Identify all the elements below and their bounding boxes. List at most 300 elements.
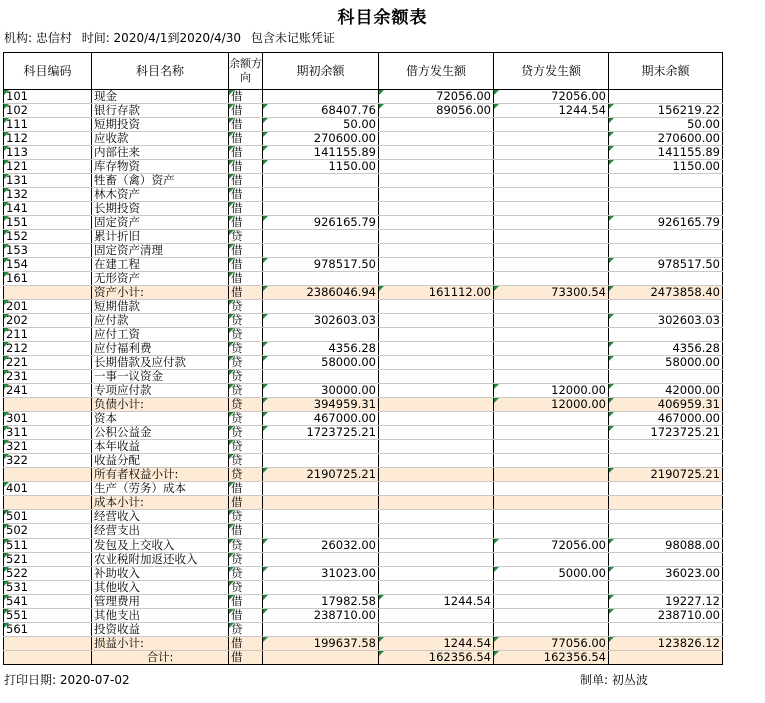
cell-debit — [379, 160, 494, 174]
cell-name: 收益分配 — [92, 454, 229, 468]
cell-closing: 1150.00 — [609, 160, 723, 174]
cell-code: 154 — [4, 258, 92, 272]
cell-direction: 借 — [229, 482, 263, 496]
cell-direction: 借 — [229, 272, 263, 286]
table-row — [4, 482, 723, 496]
cell-name: 长期借款及应付款 — [92, 356, 229, 370]
cell-debit — [379, 398, 494, 412]
cell-opening: 1723725.21 — [263, 426, 379, 440]
cell-credit — [494, 496, 609, 510]
cell-code: 102 — [4, 104, 92, 118]
subtotal-row — [4, 496, 723, 510]
cell-credit — [494, 328, 609, 342]
cell-code: 101 — [4, 90, 92, 104]
cell-opening — [263, 454, 379, 468]
cell-direction: 贷 — [229, 328, 263, 342]
cell-direction: 借 — [229, 174, 263, 188]
cell-code: 121 — [4, 160, 92, 174]
cell-debit — [379, 510, 494, 524]
cell-closing: 270600.00 — [609, 132, 723, 146]
cell-debit — [379, 524, 494, 538]
cell-code: 111 — [4, 118, 92, 132]
cell-debit — [379, 244, 494, 258]
cell-code: 511 — [4, 538, 92, 552]
cell-direction: 贷 — [229, 510, 263, 524]
cell-credit — [494, 342, 609, 356]
cell-closing — [609, 580, 723, 594]
table-row — [4, 566, 723, 580]
cell-debit — [379, 440, 494, 454]
cell-opening: 50.00 — [263, 118, 379, 132]
cell-credit: 73300.54 — [494, 286, 609, 300]
cell-credit: 5000.00 — [494, 566, 609, 580]
cell-direction: 贷 — [229, 384, 263, 398]
cell-direction: 贷 — [229, 230, 263, 244]
cell-credit — [494, 454, 609, 468]
cell-code: 531 — [4, 580, 92, 594]
cell-closing: 156219.22 — [609, 104, 723, 118]
cell-code: 153 — [4, 244, 92, 258]
cell-code: 231 — [4, 370, 92, 384]
cell-name: 应付工资 — [92, 328, 229, 342]
cell-code — [4, 650, 92, 664]
cell-credit — [494, 370, 609, 384]
cell-credit: 12000.00 — [494, 384, 609, 398]
cell-name: 其他支出 — [92, 608, 229, 622]
cell-credit — [494, 552, 609, 566]
cell-closing: 1723725.21 — [609, 426, 723, 440]
col-header-opening: 期初余额 — [263, 53, 379, 90]
cell-code: 131 — [4, 174, 92, 188]
cell-opening — [263, 650, 379, 664]
cell-debit — [379, 202, 494, 216]
cell-opening: 141155.89 — [263, 146, 379, 160]
cell-name: 一事一议资金 — [92, 370, 229, 384]
table-row — [4, 594, 723, 608]
cell-direction: 贷 — [229, 314, 263, 328]
cell-name: 牲畜（禽）资产 — [92, 174, 229, 188]
cell-opening — [263, 440, 379, 454]
table-row — [4, 118, 723, 132]
cell-closing — [609, 174, 723, 188]
cell-opening: 467000.00 — [263, 412, 379, 426]
cell-name: 补助收入 — [92, 566, 229, 580]
period-label: 时间: 2020/4/1到2020/4/30 — [81, 31, 241, 45]
table-row — [4, 300, 723, 314]
cell-code: 201 — [4, 300, 92, 314]
header-row — [4, 53, 723, 90]
cell-direction: 借 — [229, 146, 263, 160]
cell-closing — [609, 496, 723, 510]
cell-credit: 1244.54 — [494, 104, 609, 118]
cell-direction: 借 — [229, 650, 263, 664]
cell-opening — [263, 580, 379, 594]
cell-closing: 302603.03 — [609, 314, 723, 328]
cell-direction: 贷 — [229, 622, 263, 636]
cell-name: 累计折旧 — [92, 230, 229, 244]
cell-credit — [494, 608, 609, 622]
cell-direction: 借 — [229, 132, 263, 146]
subtotal-row — [4, 636, 723, 650]
cell-closing — [609, 650, 723, 664]
cell-code: 322 — [4, 454, 92, 468]
cell-opening: 2190725.21 — [263, 468, 379, 482]
cell-direction: 借 — [229, 608, 263, 622]
table-row — [4, 370, 723, 384]
cell-opening: 978517.50 — [263, 258, 379, 272]
table-row — [4, 244, 723, 258]
cell-code: 112 — [4, 132, 92, 146]
cell-closing — [609, 328, 723, 342]
cell-debit — [379, 482, 494, 496]
cell-opening — [263, 300, 379, 314]
cell-credit: 72056.00 — [494, 90, 609, 104]
cell-debit — [379, 412, 494, 426]
cell-credit — [494, 174, 609, 188]
cell-code: 501 — [4, 510, 92, 524]
cell-name: 投资收益 — [92, 622, 229, 636]
table-row — [4, 104, 723, 118]
cell-credit — [494, 118, 609, 132]
table-row — [4, 538, 723, 552]
cell-opening: 58000.00 — [263, 356, 379, 370]
cell-opening — [263, 188, 379, 202]
unposted-note: 包含未记账凭证 — [250, 31, 335, 45]
cell-debit — [379, 552, 494, 566]
cell-name: 生产（劳务）成本 — [92, 482, 229, 496]
cell-debit — [379, 146, 494, 160]
cell-name: 现金 — [92, 90, 229, 104]
cell-opening: 926165.79 — [263, 216, 379, 230]
cell-opening — [263, 510, 379, 524]
maker-label: 制单: 初丛波 — [580, 673, 648, 687]
cell-name: 银行存款 — [92, 104, 229, 118]
cell-name: 所有者权益小计: — [92, 468, 229, 482]
table-row — [4, 412, 723, 426]
cell-closing — [609, 202, 723, 216]
cell-credit: 162356.54 — [494, 650, 609, 664]
cell-opening: 30000.00 — [263, 384, 379, 398]
cell-direction: 借 — [229, 202, 263, 216]
table-row — [4, 524, 723, 538]
cell-name: 经营收入 — [92, 510, 229, 524]
cell-closing: 2473858.40 — [609, 286, 723, 300]
cell-debit — [379, 426, 494, 440]
cell-credit — [494, 160, 609, 174]
cell-direction: 借 — [229, 104, 263, 118]
cell-credit — [494, 272, 609, 286]
cell-credit — [494, 132, 609, 146]
cell-name: 无形资产 — [92, 272, 229, 286]
cell-credit — [494, 188, 609, 202]
cell-closing: 98088.00 — [609, 538, 723, 552]
cell-credit — [494, 594, 609, 608]
cell-opening: 26032.00 — [263, 538, 379, 552]
cell-direction: 贷 — [229, 566, 263, 580]
cell-closing: 58000.00 — [609, 356, 723, 370]
cell-opening — [263, 202, 379, 216]
subtotal-row — [4, 398, 723, 412]
table-row — [4, 440, 723, 454]
cell-closing: 238710.00 — [609, 608, 723, 622]
cell-credit: 72056.00 — [494, 538, 609, 552]
cell-code: 521 — [4, 552, 92, 566]
cell-direction: 借 — [229, 118, 263, 132]
cell-opening: 2386046.94 — [263, 286, 379, 300]
cell-name: 成本小计: — [92, 496, 229, 510]
col-header-debit: 借方发生额 — [379, 53, 494, 90]
cell-credit — [494, 524, 609, 538]
cell-name: 应收款 — [92, 132, 229, 146]
cell-debit: 162356.54 — [379, 650, 494, 664]
cell-direction: 贷 — [229, 426, 263, 440]
cell-opening — [263, 622, 379, 636]
cell-direction: 借 — [229, 244, 263, 258]
cell-debit — [379, 538, 494, 552]
table-row — [4, 384, 723, 398]
cell-name: 林木资产 — [92, 188, 229, 202]
cell-closing — [609, 440, 723, 454]
cell-credit: 77056.00 — [494, 636, 609, 650]
cell-debit: 1244.54 — [379, 636, 494, 650]
cell-opening: 17982.58 — [263, 594, 379, 608]
table-row — [4, 258, 723, 272]
cell-name: 固定资产清理 — [92, 244, 229, 258]
cell-closing — [609, 454, 723, 468]
cell-opening — [263, 524, 379, 538]
cell-credit — [494, 510, 609, 524]
cell-closing — [609, 300, 723, 314]
cell-opening — [263, 174, 379, 188]
cell-name: 合计: — [92, 650, 229, 664]
cell-direction: 贷 — [229, 300, 263, 314]
table-row — [4, 216, 723, 230]
cell-direction: 贷 — [229, 468, 263, 482]
cell-name: 应付款 — [92, 314, 229, 328]
table-row — [4, 160, 723, 174]
cell-debit — [379, 580, 494, 594]
cell-debit — [379, 622, 494, 636]
cell-name: 固定资产 — [92, 216, 229, 230]
cell-debit — [379, 608, 494, 622]
col-header-credit: 贷方发生额 — [494, 53, 609, 90]
cell-code: 551 — [4, 608, 92, 622]
cell-closing: 50.00 — [609, 118, 723, 132]
table-row — [4, 342, 723, 356]
cell-debit — [379, 370, 494, 384]
cell-name: 农业税附加返还收入 — [92, 552, 229, 566]
cell-opening: 1150.00 — [263, 160, 379, 174]
cell-name: 内部往来 — [92, 146, 229, 160]
cell-debit: 1244.54 — [379, 594, 494, 608]
cell-credit — [494, 356, 609, 370]
cell-code: 541 — [4, 594, 92, 608]
cell-opening: 68407.76 — [263, 104, 379, 118]
cell-name: 发包及上交收入 — [92, 538, 229, 552]
cell-credit — [494, 300, 609, 314]
cell-closing — [609, 552, 723, 566]
cell-opening — [263, 328, 379, 342]
table-row — [4, 314, 723, 328]
cell-debit — [379, 454, 494, 468]
subtotal-row — [4, 650, 723, 664]
cell-name: 短期借款 — [92, 300, 229, 314]
cell-closing — [609, 482, 723, 496]
cell-debit — [379, 314, 494, 328]
cell-opening — [263, 272, 379, 286]
table-row — [4, 174, 723, 188]
cell-opening — [263, 244, 379, 258]
cell-code: 321 — [4, 440, 92, 454]
cell-credit — [494, 146, 609, 160]
cell-code: 522 — [4, 566, 92, 580]
cell-code: 561 — [4, 622, 92, 636]
cell-code: 301 — [4, 412, 92, 426]
cell-code: 151 — [4, 216, 92, 230]
cell-opening: 270600.00 — [263, 132, 379, 146]
cell-code: 221 — [4, 356, 92, 370]
cell-debit — [379, 496, 494, 510]
cell-code — [4, 496, 92, 510]
cell-closing: 36023.00 — [609, 566, 723, 580]
cell-direction: 贷 — [229, 398, 263, 412]
table-row — [4, 202, 723, 216]
cell-debit: 89056.00 — [379, 104, 494, 118]
cell-name: 损益小计: — [92, 636, 229, 650]
col-header-code: 科目编码 — [4, 53, 92, 90]
cell-code: 141 — [4, 202, 92, 216]
cell-code: 401 — [4, 482, 92, 496]
cell-debit — [379, 300, 494, 314]
cell-credit — [494, 216, 609, 230]
cell-opening: 394959.31 — [263, 398, 379, 412]
cell-debit — [379, 272, 494, 286]
cell-code: 132 — [4, 188, 92, 202]
cell-name: 专项应付款 — [92, 384, 229, 398]
cell-name: 资本 — [92, 412, 229, 426]
cell-credit — [494, 244, 609, 258]
cell-code: 202 — [4, 314, 92, 328]
cell-code — [4, 286, 92, 300]
subtotal-row — [4, 286, 723, 300]
col-header-direction: 余额方向 — [229, 53, 263, 90]
table-row — [4, 132, 723, 146]
cell-code — [4, 398, 92, 412]
cell-credit — [494, 580, 609, 594]
cell-credit: 12000.00 — [494, 398, 609, 412]
print-date: 打印日期: 2020-07-02 — [4, 673, 130, 687]
table-row — [4, 510, 723, 524]
table-row — [4, 552, 723, 566]
cell-closing — [609, 370, 723, 384]
col-header-name: 科目名称 — [92, 53, 229, 90]
cell-debit — [379, 258, 494, 272]
cell-direction: 借 — [229, 524, 263, 538]
cell-opening — [263, 496, 379, 510]
cell-direction: 贷 — [229, 412, 263, 426]
table-row — [4, 580, 723, 594]
cell-direction: 贷 — [229, 370, 263, 384]
cell-closing: 4356.28 — [609, 342, 723, 356]
cell-code — [4, 636, 92, 650]
cell-direction: 贷 — [229, 342, 263, 356]
cell-name: 在建工程 — [92, 258, 229, 272]
cell-debit — [379, 328, 494, 342]
cell-credit — [494, 468, 609, 482]
report-meta — [4, 29, 341, 46]
cell-name: 应付福利费 — [92, 342, 229, 356]
cell-code: 113 — [4, 146, 92, 160]
cell-credit — [494, 314, 609, 328]
cell-direction: 贷 — [229, 454, 263, 468]
cell-closing: 141155.89 — [609, 146, 723, 160]
cell-debit: 161112.00 — [379, 286, 494, 300]
cell-credit — [494, 440, 609, 454]
cell-debit — [379, 356, 494, 370]
cell-direction: 借 — [229, 258, 263, 272]
cell-direction: 借 — [229, 188, 263, 202]
cell-name: 长期投资 — [92, 202, 229, 216]
cell-opening: 302603.03 — [263, 314, 379, 328]
cell-direction: 借 — [229, 594, 263, 608]
cell-opening — [263, 230, 379, 244]
table-row — [4, 356, 723, 370]
cell-closing — [609, 244, 723, 258]
cell-debit — [379, 132, 494, 146]
cell-closing: 123826.12 — [609, 636, 723, 650]
cell-opening — [263, 552, 379, 566]
cell-code: 152 — [4, 230, 92, 244]
cell-name: 资产小计: — [92, 286, 229, 300]
cell-opening: 238710.00 — [263, 608, 379, 622]
cell-closing: 467000.00 — [609, 412, 723, 426]
cell-debit — [379, 566, 494, 580]
cell-debit — [379, 468, 494, 482]
balance-table — [3, 52, 723, 665]
cell-credit — [494, 426, 609, 440]
cell-closing: 406959.31 — [609, 398, 723, 412]
org-label: 机构: 忠信村 — [4, 31, 72, 45]
cell-debit: 72056.00 — [379, 90, 494, 104]
cell-direction: 贷 — [229, 538, 263, 552]
cell-direction: 借 — [229, 636, 263, 650]
subtotal-row — [4, 468, 723, 482]
cell-closing — [609, 90, 723, 104]
cell-closing: 978517.50 — [609, 258, 723, 272]
cell-opening — [263, 482, 379, 496]
table-row — [4, 146, 723, 160]
cell-closing — [609, 272, 723, 286]
cell-code: 212 — [4, 342, 92, 356]
cell-name: 公积公益金 — [92, 426, 229, 440]
table-row — [4, 230, 723, 244]
cell-direction: 贷 — [229, 580, 263, 594]
cell-closing — [609, 524, 723, 538]
cell-name: 管理费用 — [92, 594, 229, 608]
cell-direction: 借 — [229, 90, 263, 104]
cell-closing — [609, 230, 723, 244]
cell-direction: 贷 — [229, 356, 263, 370]
cell-opening — [263, 370, 379, 384]
cell-opening — [263, 90, 379, 104]
cell-opening: 4356.28 — [263, 342, 379, 356]
cell-credit — [494, 258, 609, 272]
table-row — [4, 454, 723, 468]
cell-code: 311 — [4, 426, 92, 440]
cell-direction: 借 — [229, 216, 263, 230]
cell-credit — [494, 230, 609, 244]
cell-debit — [379, 216, 494, 230]
